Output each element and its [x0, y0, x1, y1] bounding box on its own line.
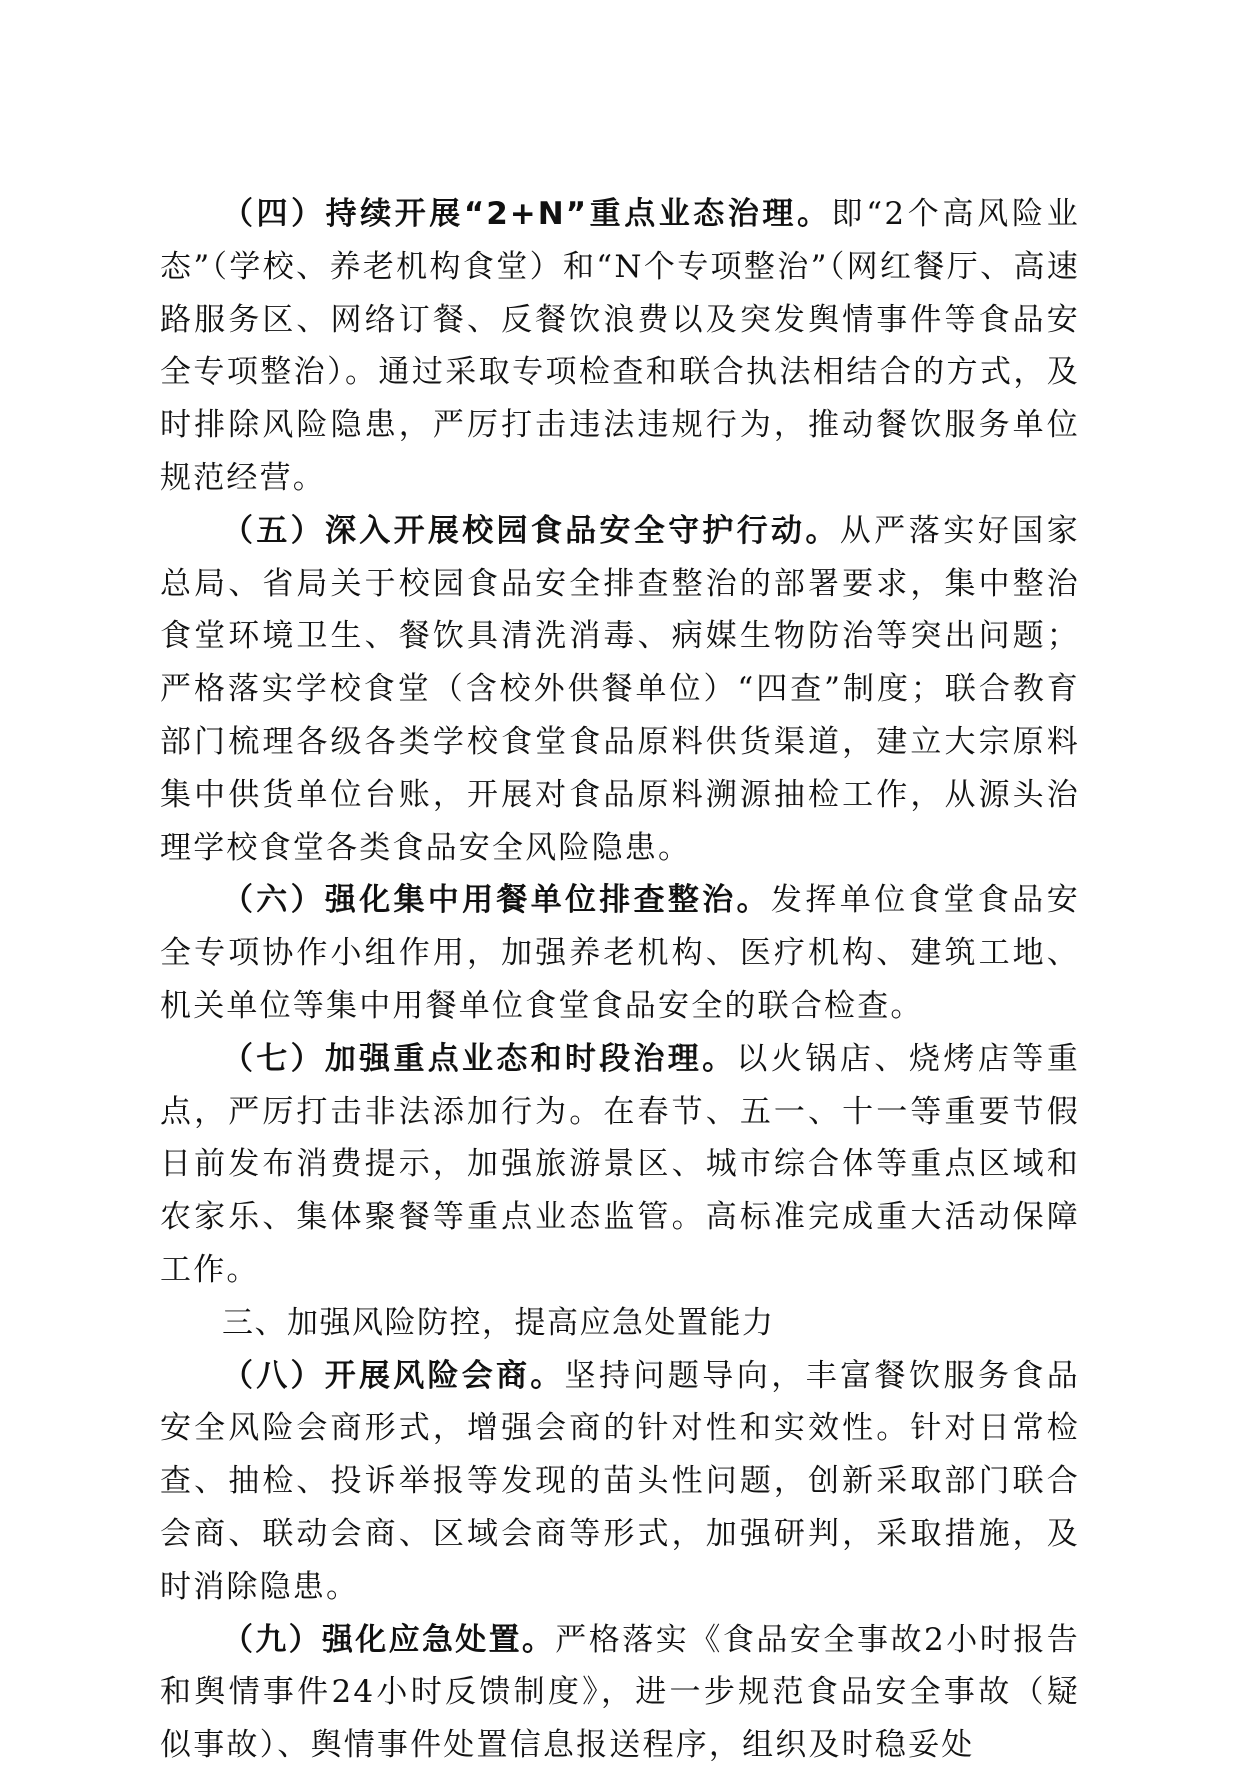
paragraph-8-body: 坚持问题导向，丰富餐饮服务食品安全风险会商形式，增强会商的针对性和实效性。针对日常检查、抽检、投诉举报等发现的苗头性问题，创新采取部门联合会商、联动会商、区域会商等形式，加强研判，采取措施，及时消除隐患。 — [160, 1357, 1080, 1605]
paragraph-9 — [160, 1614, 1080, 1772]
paragraph-9-body: 严格落实《食品安全事故2小时报告和舆情事件24小时反馈制度》，进一步规范食品安全事故（疑似事故）、舆情事件处置信息报送程序，组织及时稳妥处 — [160, 1621, 1081, 1764]
paragraph-6 — [160, 874, 1080, 1032]
paragraph-7-body: 以火锅店、烧烤店等重点，严厉打击非法添加行为。在春节、五一、十一等重要节假日前发布消费提示，加强旅游景区、城市综合体等重点区域和农家乐、集体聚餐等重点业态监管。高标准完成重大活动保障工作。 — [160, 1040, 1080, 1288]
paragraph-4-lead: （四）持续开展“2+N”重点业态治理。 — [222, 196, 832, 232]
paragraph-4-body: 即“2个高风险业态”（学校、养老机构食堂）和“N个专项整治”（网红餐厅、高速路服务区、网络订餐、反餐饮浪费以及突发舆情事件等食品安全专项整治）。通过采取专项检查和联合执法相结合的方式，及时排除风险隐患，严厉打击违法违规行为，推动餐饮服务单位规范经营。 — [160, 196, 1080, 496]
section-heading-3: 三、加强风险防控，提高应急处置能力 — [222, 1304, 775, 1341]
paragraph-5 — [160, 505, 1080, 875]
paragraph-8 — [160, 1350, 1080, 1614]
paragraph-7-lead: （七）加强重点业态和时段治理。 — [222, 1040, 737, 1077]
paragraph-6-lead: （六）强化集中用餐单位排查整治。 — [222, 882, 771, 919]
paragraph-5-body: 从严落实好国家总局、省局关于校园食品安全排查整治的部署要求，集中整治食堂环境卫生、餐饮具清洗消毒、病媒生物防治等突出问题；严格落实学校食堂（含校外供餐单位）“四查”制度；联合教育部门梳理各级各类学校食堂食品原料供货渠道，建立大宗原料集中供货单位台账，开展对食品原料溯源抽检工作，从源头治理学校食堂各类食品安全风险隐患。 — [160, 512, 1081, 866]
paragraph-7 — [160, 1033, 1080, 1297]
paragraph-4 — [160, 188, 1080, 505]
paragraph-6-body: 发挥单位食堂食品安全专项协作小组作用，加强养老机构、医疗机构、建筑工地、机关单位等集中用餐单位食堂食品安全的联合检查。 — [160, 882, 1080, 1024]
paragraph-5-lead: （五）深入开展校园食品安全守护行动。 — [222, 512, 840, 549]
document-body — [160, 188, 1080, 1772]
paragraph-9-lead: （九）强化应急处置。 — [222, 1621, 556, 1658]
paragraph-8-lead: （八）开展风险会商。 — [222, 1357, 565, 1394]
